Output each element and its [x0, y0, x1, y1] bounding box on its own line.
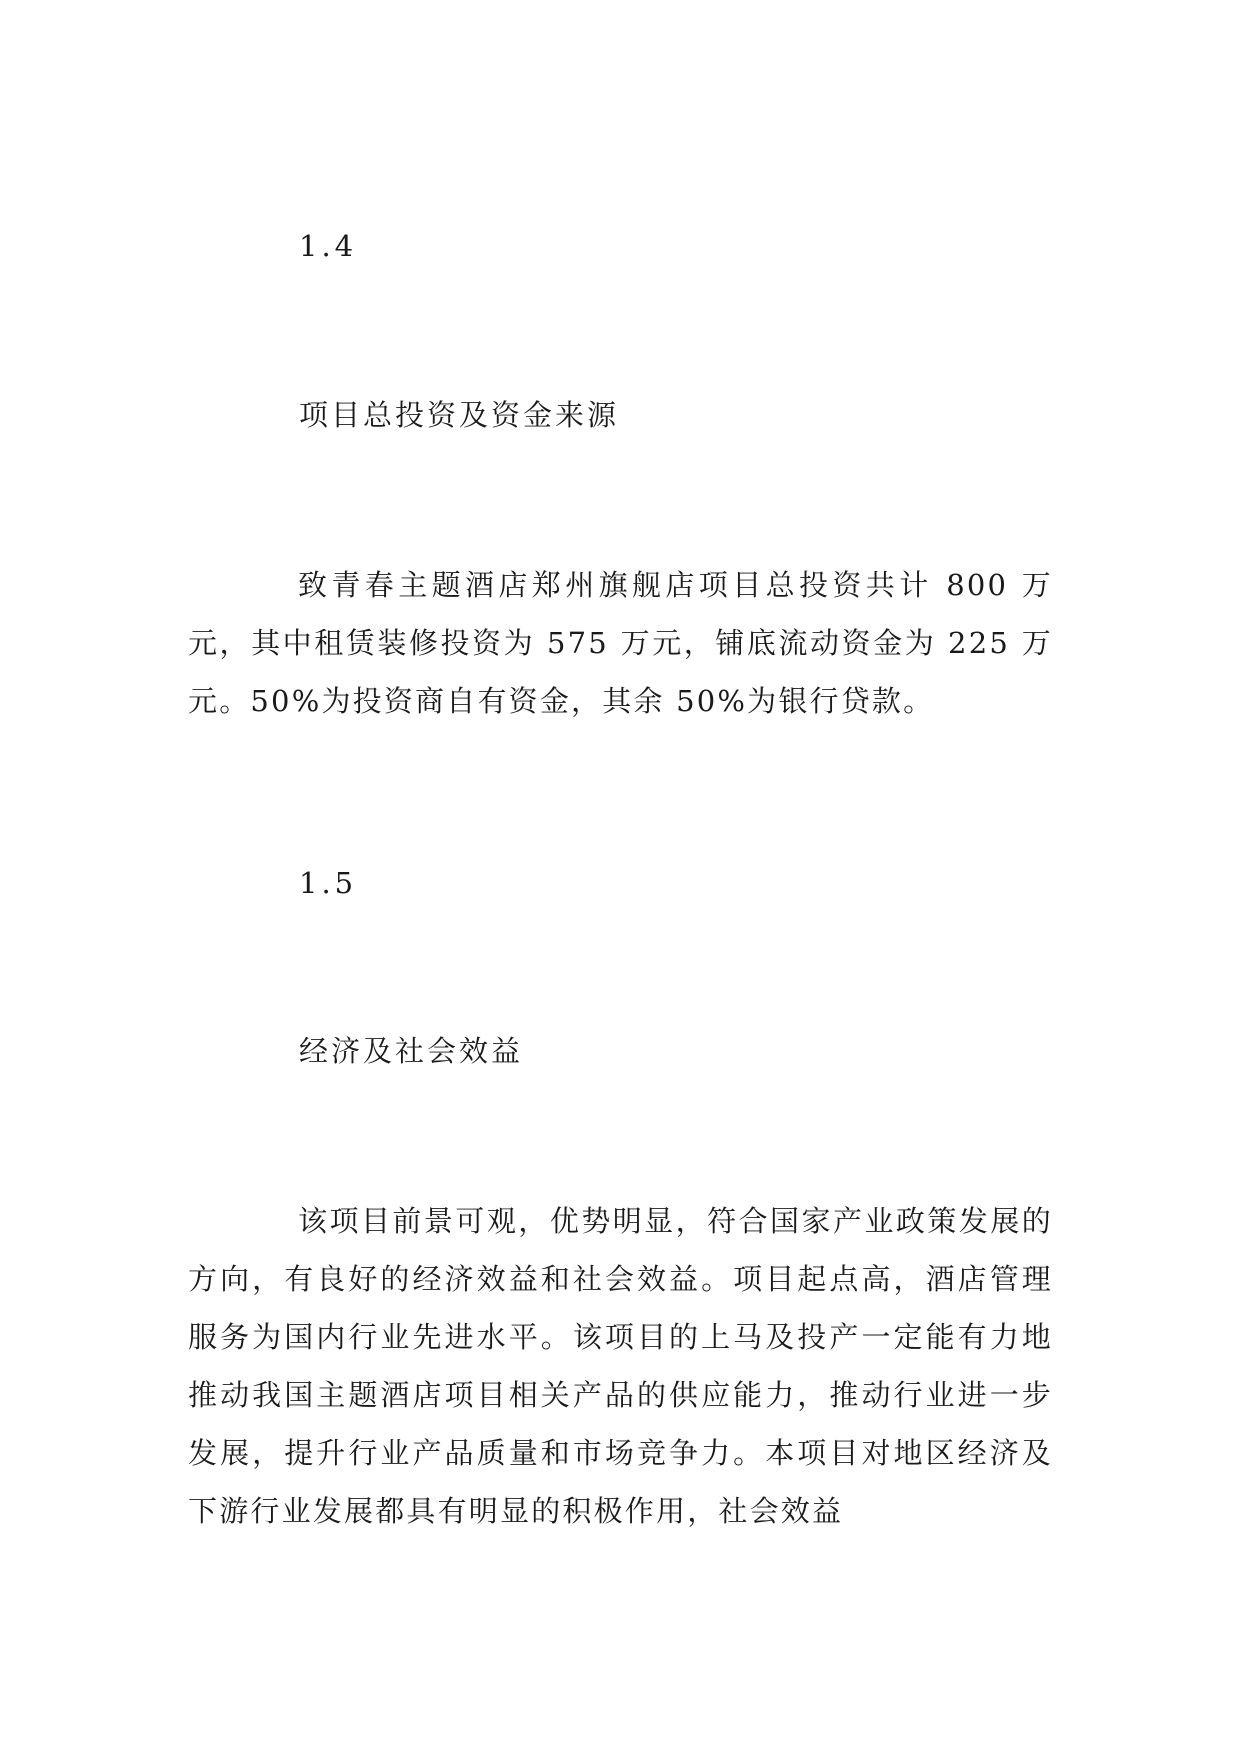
section-title: 经济及社会效益 — [299, 1034, 524, 1068]
section-number: 1.5 — [299, 866, 358, 900]
section-number: 1.4 — [299, 229, 358, 263]
section-paragraph: 该项目前景可观，优势明显，符合国家产业政策发展的方向，有良好的经济效益和社会效益。项目起点高，酒店管理服务为国内行业先进水平。该项目的上马及投产一定能有力地推动我国主题酒店项目相关产品的供应能力，推动行业进一步发展，提升行业产品质量和市场竞争力。本项目对地区经济及下游行业发展都具有明显的积极作用，社会效益 — [188, 1204, 1053, 1528]
section-title: 项目总投资及资金来源 — [299, 398, 620, 432]
section-paragraph: 致青春主题酒店郑州旗舰店项目总投资共计 800 万元，其中租赁装修投资为 575 万元，铺底流动资金为 225 万元。50%为投资商自有资金，其余 50%为银行贷款。 — [188, 568, 1053, 718]
